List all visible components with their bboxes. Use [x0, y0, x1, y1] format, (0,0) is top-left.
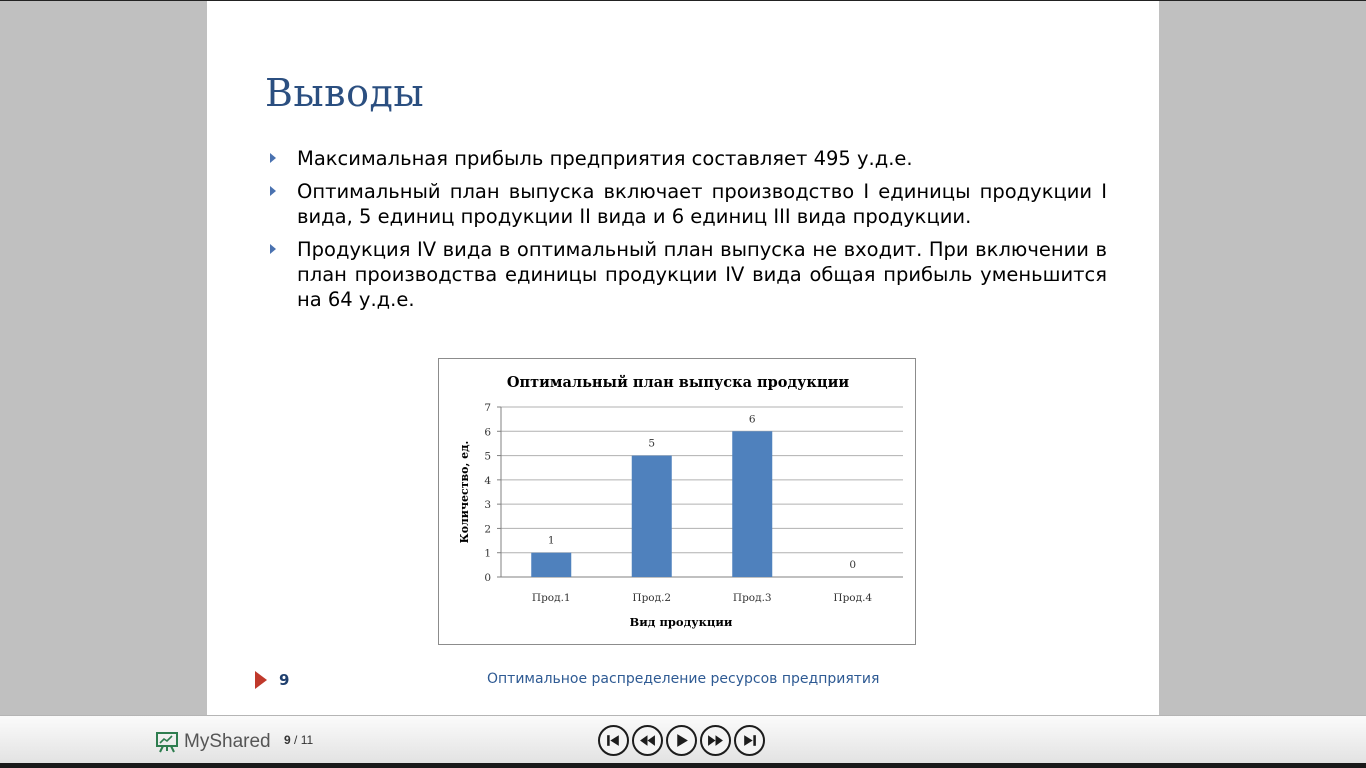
- last-slide-icon: [741, 732, 758, 749]
- chart-data-labels: [548, 413, 856, 571]
- bar: [732, 431, 772, 577]
- data-label: 6: [748, 413, 756, 426]
- bar: [632, 456, 672, 577]
- first-slide-button[interactable]: [598, 725, 629, 756]
- page-counter: [284, 733, 313, 747]
- x-tick-label: Прод.2: [632, 592, 672, 604]
- total-pages: / 11: [294, 733, 314, 747]
- bullet-item: [267, 146, 1107, 171]
- y-tick-label: 6: [484, 426, 491, 439]
- bullet-text: Оптимальный план выпуска включает производство I единицы продукции I вида, 5 единиц продукции II вида и 6 единиц III вида продукции.: [297, 180, 1107, 228]
- chart-title: Оптимальный план выпуска продукции: [506, 374, 850, 391]
- bullet-list: [267, 146, 1107, 320]
- bullet-item: [267, 237, 1107, 312]
- presentation-board-icon: [155, 730, 179, 754]
- first-slide-icon: [605, 732, 622, 749]
- next-slide-button[interactable]: [700, 725, 731, 756]
- slide-number: 9: [279, 671, 290, 689]
- bullet-text: Максимальная прибыль предприятия составляет 495 у.д.е.: [297, 147, 913, 170]
- y-axis-label: Количество, ед.: [458, 440, 471, 544]
- chart-canvas: [439, 359, 917, 646]
- bullet-item: [267, 179, 1107, 229]
- y-tick-label: 5: [484, 450, 491, 463]
- x-axis-ticks: [532, 592, 873, 604]
- data-label: 5: [648, 437, 656, 450]
- x-tick-label: Прод.1: [531, 592, 571, 604]
- y-tick-label: 0: [484, 572, 491, 584]
- y-tick-label: 4: [484, 474, 491, 487]
- bullet-arrow-icon: [270, 244, 276, 254]
- data-label: 1: [547, 534, 555, 547]
- x-tick-label: Прод.3: [732, 592, 772, 604]
- previous-slide-button[interactable]: [632, 725, 663, 756]
- play-icon: [673, 732, 690, 749]
- slide-footer: Оптимальное распределение ресурсов предприятия: [487, 671, 880, 687]
- viewer-toolbar: [0, 715, 1366, 768]
- bar-chart: [438, 358, 916, 645]
- current-page: 9: [284, 733, 291, 747]
- x-tick-label: Прод.4: [833, 592, 873, 604]
- previous-slide-icon: [639, 732, 656, 749]
- bar: [531, 553, 571, 577]
- bullet-text: Продукция IV вида в оптимальный план выпуска не входит. При включении в план производства единицы продукции IV вида общая прибыль уменьшится на 64 у.д.е.: [297, 238, 1107, 311]
- myshared-logo[interactable]: [155, 728, 271, 756]
- chart-grid: [497, 407, 903, 577]
- next-slide-icon: [707, 732, 724, 749]
- y-tick-label: 1: [484, 547, 491, 560]
- last-slide-button[interactable]: [734, 725, 765, 756]
- play-button[interactable]: [666, 725, 697, 756]
- y-axis-ticks: [484, 402, 491, 584]
- brand-name: MyShared: [184, 731, 271, 752]
- bullet-arrow-icon: [270, 153, 276, 163]
- bullet-arrow-icon: [270, 186, 276, 196]
- x-axis-label: Вид продукции: [629, 615, 733, 629]
- y-tick-label: 2: [484, 523, 491, 536]
- slide-navigation: [598, 725, 765, 756]
- slide: [207, 1, 1159, 715]
- y-tick-label: 7: [484, 402, 491, 414]
- slide-number-marker-icon: [255, 671, 267, 689]
- slide-title: Выводы: [265, 71, 425, 115]
- data-label: 0: [849, 559, 857, 571]
- y-tick-label: 3: [484, 499, 491, 512]
- bottom-edge: [0, 763, 1366, 768]
